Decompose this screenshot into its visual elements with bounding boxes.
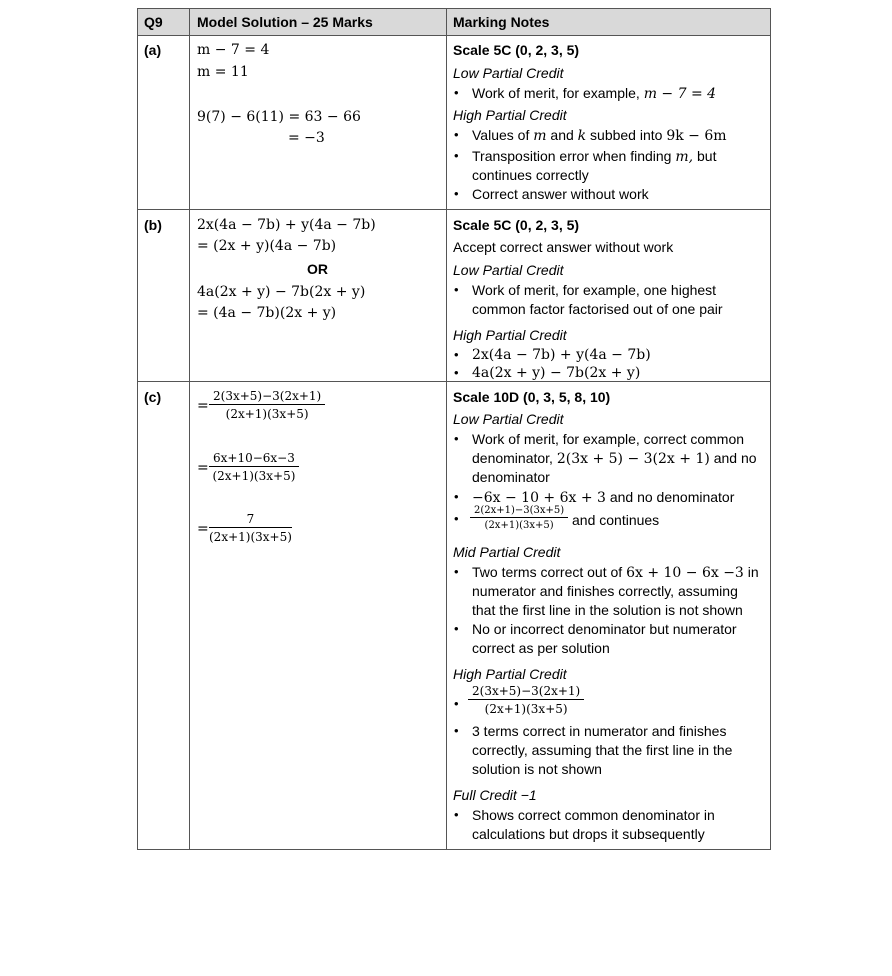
part-c-full-title: Full Credit −1 bbox=[453, 787, 537, 803]
table-border bbox=[770, 8, 771, 850]
part-c-mid-item: Two terms correct out of 6x + 10 − 6x −3 in bbox=[472, 564, 759, 581]
part-c-scale: Scale 10D (0, 3, 5, 8, 10) bbox=[453, 389, 611, 405]
part-b-high-title: High Partial Credit bbox=[453, 327, 567, 343]
bullet-icon: • bbox=[454, 807, 459, 822]
bullet-icon: • bbox=[454, 696, 459, 711]
part-a-low-title: Low Partial Credit bbox=[453, 65, 564, 81]
column-divider bbox=[446, 8, 447, 850]
table-border bbox=[137, 8, 138, 850]
solution-fraction: $\frac{7}{(2x+1)(3x+5)}$ bbox=[209, 512, 292, 544]
row-divider bbox=[137, 35, 771, 36]
part-c-full-item-cont: calculations but drops it subsequently bbox=[472, 826, 705, 842]
part-b-high-item: 4a(2x + y) − 7b(2x + y) bbox=[472, 365, 641, 381]
part-b-low-item: Work of merit, for example, one highest bbox=[472, 282, 717, 298]
part-b-solution-line: = (4a − 7b)(2x + y) bbox=[197, 305, 337, 321]
part-a-low-item: Work of merit, for example, m − 7 = 4 bbox=[472, 85, 717, 102]
bullet-icon: • bbox=[454, 148, 459, 163]
part-a-solution-line: m = 11 bbox=[197, 64, 249, 80]
column-divider bbox=[189, 8, 190, 850]
bullet-icon: • bbox=[454, 564, 459, 579]
part-c-mid-item: No or incorrect denominator but numerator bbox=[472, 621, 737, 637]
bullet-icon: • bbox=[454, 347, 459, 362]
part-c-mid-item-cont: that the first line in the solution is not shown bbox=[472, 602, 743, 618]
part-c-low-item: −6x − 10 + 6x + 3 and no denominator bbox=[472, 489, 735, 506]
marking-scheme-table bbox=[137, 8, 771, 850]
part-a-solution-line: = −3 bbox=[288, 130, 325, 146]
equals-sign: = bbox=[197, 398, 209, 414]
part-c-high-item: 3 terms correct in numerator and finishes bbox=[472, 723, 727, 739]
part-b-or: OR bbox=[307, 261, 328, 277]
part-b-solution-line: = (2x + y)(4a − 7b) bbox=[197, 238, 337, 254]
part-c-low-item-cont: denominator, 2(3x + 5) − 3(2x + 1) and no bbox=[472, 450, 757, 467]
part-c-high-title: High Partial Credit bbox=[453, 666, 567, 682]
header-model-solution: Model Solution – 25 Marks bbox=[197, 14, 373, 30]
part-a-label: (a) bbox=[144, 42, 162, 58]
part-a-high-item-cont: continues correctly bbox=[472, 167, 589, 183]
part-a-solution-line: 9(7) − 6(11) = 63 − 66 bbox=[197, 109, 361, 125]
part-c-mid-item-cont: numerator and finishes correctly, assuming bbox=[472, 583, 738, 599]
high-credit-fraction: $\frac{2(3x+5)-3(2x+1)}{(2x+1)(3x+5)}$ bbox=[468, 684, 584, 716]
part-b-high-item: 2x(4a − 7b) + y(4a − 7b) bbox=[472, 347, 651, 363]
bullet-icon: • bbox=[454, 723, 459, 738]
part-a-solution-line: m − 7 = 4 bbox=[197, 42, 270, 58]
bullet-icon: • bbox=[454, 621, 459, 636]
part-b-label: (b) bbox=[144, 217, 162, 233]
bullet-icon: • bbox=[454, 127, 459, 142]
part-c-low-title: Low Partial Credit bbox=[453, 411, 564, 427]
part-a-high-item: Transposition error when finding m, but bbox=[472, 148, 717, 165]
part-c-low-item: Work of merit, for example, correct common bbox=[472, 431, 745, 447]
part-c-mid-item-cont: correct as per solution bbox=[472, 640, 610, 656]
part-a-scale: Scale 5C (0, 2, 3, 5) bbox=[453, 42, 580, 58]
bullet-icon: • bbox=[454, 511, 459, 526]
part-a-high-item: Values of m and k subbed into 9k − 6m bbox=[472, 127, 727, 144]
row-divider bbox=[137, 209, 771, 210]
part-c-mid-title: Mid Partial Credit bbox=[453, 544, 561, 560]
part-c-low-item: and continues bbox=[572, 512, 660, 528]
part-c-high-item-cont: solution is not shown bbox=[472, 761, 602, 777]
header-marking-notes: Marking Notes bbox=[453, 14, 550, 30]
part-b-low-title: Low Partial Credit bbox=[453, 262, 564, 278]
part-a-high-title: High Partial Credit bbox=[453, 107, 567, 123]
bullet-icon: • bbox=[454, 489, 459, 504]
part-b-accept-note: Accept correct answer without work bbox=[453, 239, 674, 255]
bullet-icon: • bbox=[454, 365, 459, 380]
solution-fraction: $\frac{2(3x+5)-3(2x+1)}{(2x+1)(3x+5)}$ bbox=[209, 389, 325, 421]
part-c-full-item: Shows correct common denominator in bbox=[472, 807, 715, 823]
low-credit-fraction: $\frac{2(2x+1)-3(3x+5)}{(2x+1)(3x+5)}$ bbox=[470, 505, 568, 531]
table-border bbox=[137, 849, 771, 850]
part-b-solution-line: 2x(4a − 7b) + y(4a − 7b) bbox=[197, 217, 376, 233]
part-b-solution-line: 4a(2x + y) − 7b(2x + y) bbox=[197, 284, 366, 300]
bullet-icon: • bbox=[454, 85, 459, 100]
equals-sign: = bbox=[197, 460, 209, 476]
bullet-icon: • bbox=[454, 186, 459, 201]
equals-sign: = bbox=[197, 521, 209, 537]
row-divider bbox=[137, 381, 771, 382]
part-b-low-item-cont: common factor factorised out of one pair bbox=[472, 301, 723, 317]
bullet-icon: • bbox=[454, 431, 459, 446]
part-a-high-item: Correct answer without work bbox=[472, 186, 649, 202]
table-border bbox=[137, 8, 771, 9]
header-question: Q9 bbox=[144, 14, 163, 30]
solution-fraction: $\frac{6x+10-6x-3}{(2x+1)(3x+5)}$ bbox=[209, 451, 299, 483]
bullet-icon: • bbox=[454, 282, 459, 297]
part-c-low-item-cont: denominator bbox=[472, 469, 550, 485]
part-c-label: (c) bbox=[144, 389, 162, 405]
part-b-scale: Scale 5C (0, 2, 3, 5) bbox=[453, 217, 580, 233]
part-c-high-item-cont: correctly, assuming that the first line in the bbox=[472, 742, 733, 758]
